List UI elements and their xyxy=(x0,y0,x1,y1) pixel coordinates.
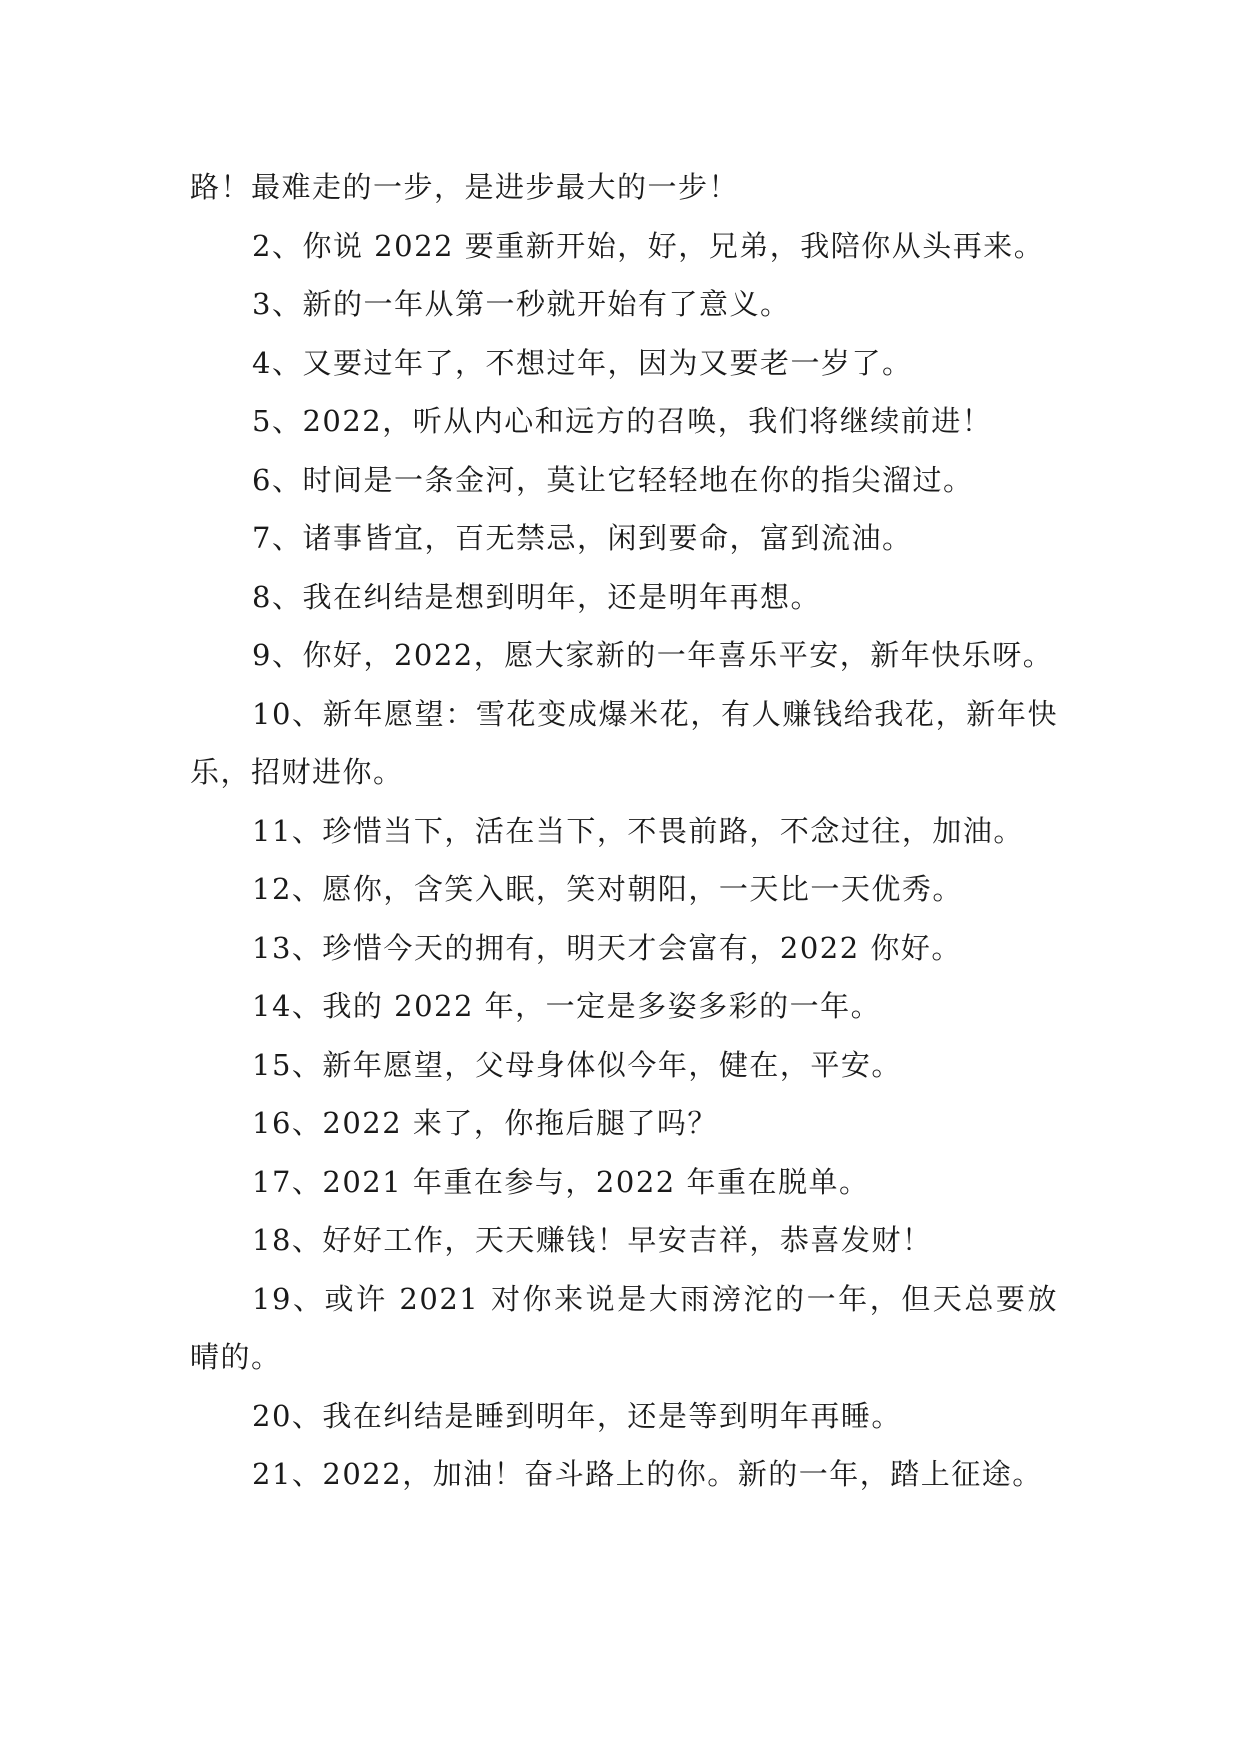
paragraph-item-11: 11、珍惜当下，活在当下，不畏前路，不念过往，加油。 xyxy=(252,813,1024,848)
paragraph-item-7: 7、诸事皆宜，百无禁忌，闲到要命，富到流油。 xyxy=(252,521,913,555)
paragraph-item-5: 5、2022，听从内心和远方的召唤，我们将继续前进！ xyxy=(252,404,993,438)
paragraph-item-15: 15、新年愿望，父母身体似今年，健在，平安。 xyxy=(252,1047,902,1082)
paragraph-item-20: 20、我在纠结是睡到明年，还是等到明年再睡。 xyxy=(252,1398,902,1433)
paragraph-item-16: 16、2022 来了，你拖后腿了吗？ xyxy=(252,1106,718,1140)
paragraph-item-19: 19、或许 2021 对你来说是大雨滂沱的一年，但天总要放晴的。 xyxy=(190,1281,1058,1374)
paragraph-item-14: 14、我的 2022 年，一定是多姿多彩的一年。 xyxy=(252,989,882,1023)
document-body xyxy=(190,158,1058,1504)
paragraph-item-2: 2、你说 2022 要重新开始，好，兄弟，我陪你从头再来。 xyxy=(252,228,1045,263)
paragraph-item-9: 9、你好，2022，愿大家新的一年喜乐平安，新年快乐呀。 xyxy=(252,638,1054,672)
paragraph-item-3: 3、新的一年从第一秒就开始有了意义。 xyxy=(252,287,791,321)
paragraph-item-6: 6、时间是一条金河，莫让它轻轻地在你的指尖溜过。 xyxy=(252,462,974,497)
paragraph-item-10: 10、新年愿望：雪花变成爆米花，有人赚钱给我花，新年快乐，招财进你。 xyxy=(190,696,1058,789)
paragraph-item-13: 13、珍惜今天的拥有，明天才会富有，2022 你好。 xyxy=(252,930,962,965)
paragraph-item-4: 4、又要过年了，不想过年，因为又要老一岁了。 xyxy=(252,345,913,380)
paragraph-continuation: 路！最难走的一步，是进步最大的一步！ xyxy=(190,170,740,204)
paragraph-item-8: 8、我在纠结是想到明年，还是明年再想。 xyxy=(252,579,821,614)
paragraph-item-17: 17、2021 年重在参与，2022 年重在脱单。 xyxy=(252,1164,870,1199)
paragraph-item-12: 12、愿你，含笑入眠，笑对朝阳，一天比一天优秀。 xyxy=(252,872,963,906)
paragraph-item-18: 18、好好工作，天天赚钱！早安吉祥，恭喜发财！ xyxy=(252,1223,933,1257)
paragraph-item-21: 21、2022，加油！奋斗路上的你。新的一年，踏上征途。 xyxy=(252,1457,1043,1491)
